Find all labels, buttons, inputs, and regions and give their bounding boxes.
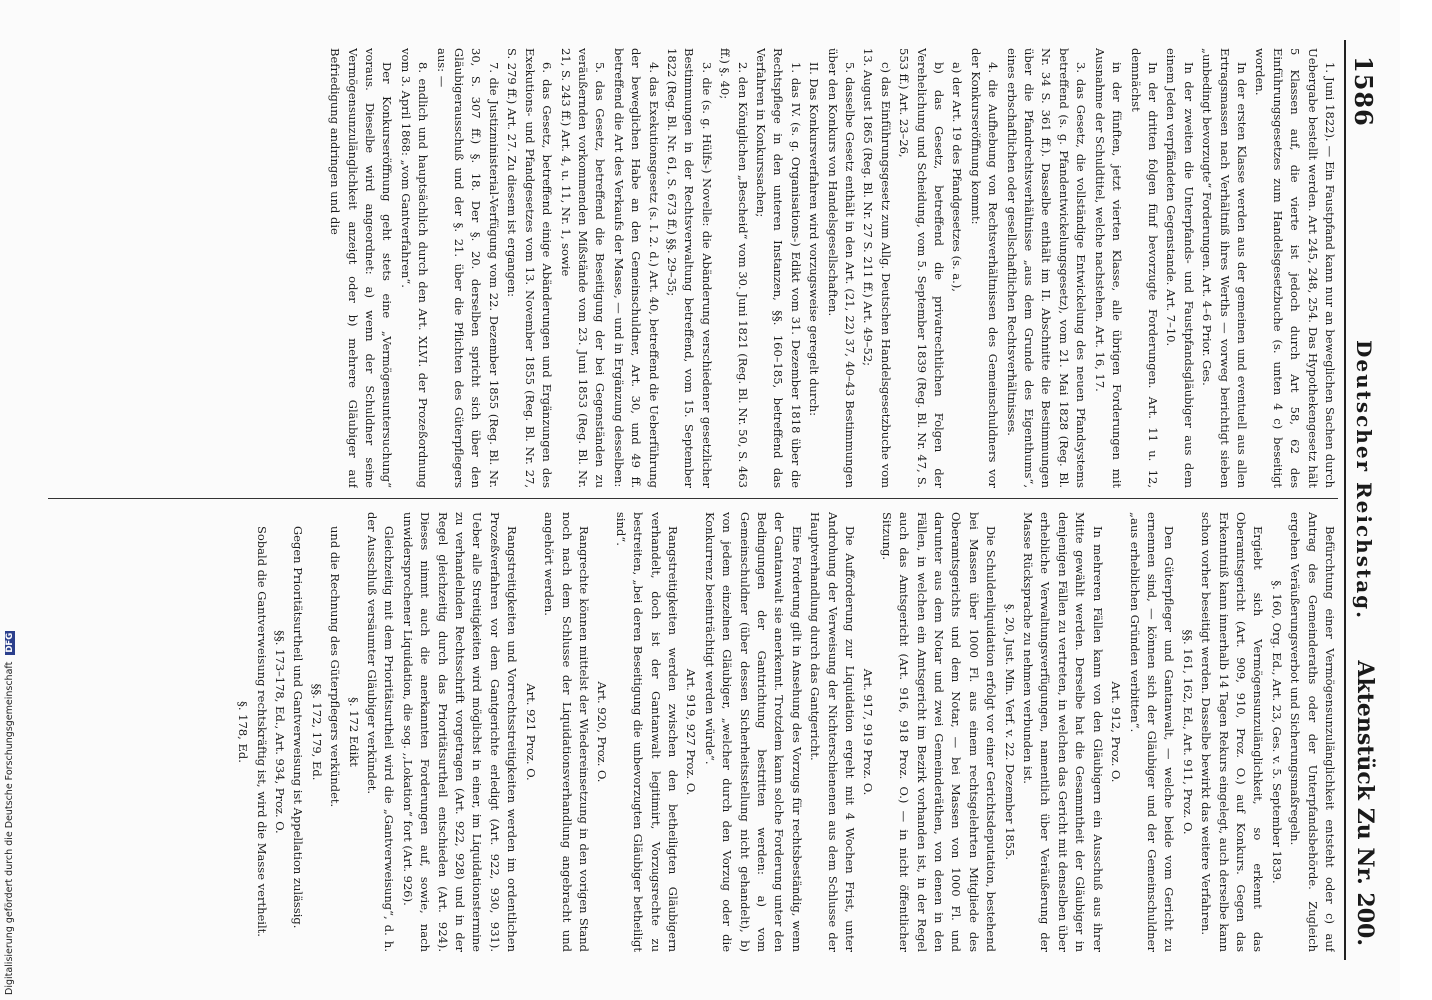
paragraph: Befürchtung einer Vermögensunzulänglichkeit entsteht oder c) auf Antrag des Gemeinderaths oder der Unterpfandsbehörde. Zugleich ergehen Veräußerungsverbot und Sicherungsmaßregeln. (1288, 512, 1337, 952)
paragraph: 8. endlich und hauptsächlich durch den Art. XLVI. der Prozeßordnung vom 3. April 1868: „vom Gantverfahren“. (398, 48, 431, 488)
paragraph: Die Aufforderung zur Liquidation ergeht mit 4 Wochen Frist, unter Androhung der Verweisung der Nichterschienenen aus dem Schlusse der Hauptverhandlung durch das Gantgericht. (808, 512, 858, 952)
paragraph: §. 160, Org. Ed., Art. 23, Ges. v. 5. September 1839. (1269, 580, 1284, 884)
paragraph: Art. 917, 919 Proz. O. (861, 668, 876, 796)
paragraph: Art. 921 Proz. O. (523, 683, 538, 781)
paragraph: Gleichzeitig mit dem Prioritätsurtheil wird die „Gantverweisung“, d. h. der Ausschluß versäumter Gläubiger verkündet. (365, 512, 397, 952)
paragraph: Eine Forderung gilt in Ansehung des Vorzugs für rechtsbeständig, wenn der Gantanwalt sie anerkennt. Trotzdem kann solche Forderung unter den Bedingungen der Gantrichtung bestritten werden: a) vom Gemeinschuldner (über dessen Sicherheitsstellung nicht gehandelt), b) von jedem einzelnen Gläubiger, „welcher durch den Vorzug oder die Konkurrenz beeinträchtigt werden würde“. (702, 512, 804, 952)
paragraph: 3. das Gesetz, die vollständige Entwickelung des neuen Pfandsystems betreffend (s. g. Pfandentwickelungsgesetz), vom 21. Mai 1828 (Reg. Bl. Nr. 34 S. 361 ff.). Dasselbe enthält im II. Abschnitte die Bestimmungen über die Pfandrechtsverhältnisse „aus dem Grunde des Eigenthums“, eines erbschaftlichen oder gesellschaftlichen Rechtsverhältnisses. (1004, 48, 1089, 488)
paragraph: 7. die Justizministerial-Verfügung vom 22. Dezember 1855 (Reg. Bl. Nr. 30, S. 307 ff.) §. 18. Der §. 20. derselben spricht sich über den Gläubigerausschuß und der §. 21. über die Pflichten des Güterpflegers aus: — (434, 48, 501, 488)
right-text-column (38, 512, 1338, 952)
paragraph: 3. die (s. g. Hülfs-) Novelle: die Abänderung verschiedener gesetzlicher Bestimmungen in der Rechtsverwaltung betreffend, vom 15. September 1822 (Reg. Bl. Nr. 61, S. 673 ff.) §§. 29–35; (664, 48, 714, 488)
paragraph: §§. 161, 162, Ed., Art. 911, Proz. O. (1180, 629, 1195, 835)
paragraph: b) das Gesetz, betreffend die privatrechtlichen Folgen der Verehelichung und Scheidung, vom 5. September 1839 (Reg. Bl. Nr. 47, S. 553 ff.) Art. 23–26, (897, 48, 947, 488)
paragraph: und die Rechnung des Güterpflegers verkündet. (328, 526, 343, 808)
paragraph: §§. 172, 179, Ed. (309, 683, 324, 781)
paragraph: Den Güterpfleger und Gantanwalt, — welche beide vom Gericht zu ernennen sind, — können sich der Gläubiger und der Gemeinschuldner „aus erheblichen Gründen verbitten“. (1127, 512, 1177, 952)
credit-text: Digitalisierung gefördert durch die Deutsche Forschungsgemeinschaft (4, 661, 15, 995)
paragraph: Art. 919, 927 Proz. O. (684, 668, 699, 796)
paragraph: a) der Art. 19 des Pfandgesetzes (s. a.), (950, 62, 965, 292)
paragraph: in der fünften, jetzt vierten Klasse, alle übrigen Forderungen mit Ausnahme der Schuldtitel, welche nachstehen. Art. 16, 17. (1092, 48, 1125, 488)
paragraph: 4. das Exekutionsgesetz (s. I. 2. d.) Art. 40, betreffend die Ueberführung der beweglichen Habe an den Gemeinschuldner, Art. 30, und 49 ff. betreffend die Art des Verkaufs der Masse, — und in Ergänzung desselben: (611, 48, 661, 488)
paragraph: 4. die Aufhebung von Rechtsverhältnissen des Gemeinschuldners vor der Konkurseröffnung kommt: (968, 48, 1001, 488)
paragraph: 1. Juni 1822). — Ein Faustpfand kann nur an beweglichen Sachen durch Uebergabe bestellt werden. Art 245, 248, 254. Das Hypothekengesetz hält 5 Klassen auf, die vierte ist jedoch durch Art 58, 62 des Einführungsgesetzes zum Handelsgesetzbuche (s. unten 4 c) beseitigt worden. (1253, 48, 1337, 488)
paragraph: In der zweiten die Unterpfands- und Faustpfandsgläubiger aus dem einem Jeden verpfändeten Gegenstande. Art. 7–10. (1164, 48, 1196, 488)
paragraph: Art. 912, Proz. O. (1109, 681, 1124, 783)
paragraph: Sobald die Gantverweisung rechtskräftig ist, wird die Masse vertheilt. (254, 526, 269, 937)
page-title: Deutscher Reichstag. (1352, 340, 1376, 621)
paragraph: §. 178, Ed. (236, 701, 251, 763)
paragraph: 5. das Gesetz, betreffend die Beseitigung der bei Gegenständen zu veräußernden vorkommenden Mißstände vom 23. Juni 1853 (Reg. Bl. Nr. 21, S. 243 ff.) Art. 4, u. 11, Nr. 1, sowie (558, 48, 608, 488)
paragraph: 5. dasselbe Gesetz enthält in den Art. (21, 22) 37, 40–43 Bestimmungen über den Konkurs von Handelsgesellschaften. (825, 48, 858, 488)
left-text-column (38, 48, 1338, 488)
paragraph: §. 20, Just. Min. Verf. v. 22. Dezember 1855. (1002, 603, 1017, 861)
paragraph: In der dritten folgen fünf bevorzugte Forderungen. Art. 11 u. 12, demnächst (1128, 48, 1160, 488)
paragraph: Rangrechte können mittelst der Wiedereinsetzung in den vorigen Stand noch nach dem Schlusse der Liquidationsverhandlung angebracht und angehört werden. (542, 512, 591, 952)
paragraph: 6. das Gesetz, betreffend einige Abänderungen und Ergänzungen des Exekutions- und Pfandgesetzes vom 13. November 1855 (Reg. Bl. Nr. 27, S. 279 ff.) Art. 27. Zu diesem ist ergangen: (505, 48, 555, 488)
paragraph: Rangstreitigkeiten werden zwischen den betheiligten Gläubigern verhandelt, doch ist der Gantanwalt legitimirt, Vorzugsrechte zu bestreiten, „bei deren Beseitigung die unbevorzugten Gläubiger betheiligt sind“. (613, 512, 680, 952)
paragraph: II. Das Konkursverfahren wird vorzugsweise geregelt durch: (807, 62, 822, 417)
paragraph: Art. 920, Proz. O. (595, 681, 610, 783)
column-divider (48, 498, 1338, 499)
paragraph: In mehreren Fällen kann von den Gläubigern ein Ausschuß aus ihrer Mitte gewählt werden. Derselbe hat die Gesammtheit der Gläubiger in denjenigen Fällen zu vertreten, in welchen das Gericht mit denselben über erhebliche Verwaltungsverfügungen, namentlich über Veräußerung der Masse Rücksprache zu nehmen verbunden ist. (1021, 512, 1105, 952)
paragraph: §§. 173–178, Ed., Art. 934, Proz. O. (273, 630, 288, 834)
paragraph: Rangstreitigkeiten und Vorrechtsstreitigkeiten werden im ordentlichen Prozeßverfahren vor dem Gantgerichte erledigt (Art. 922, 930, 931). Ueber alle Streitigkeiten wird möglichst in einer, im Liquidationstermine zu verhandelnden Rechtsschrift vorgetragen (Art. 922, 928) und in der Regel gleichzeitig durch das Prioritätsurtheil entschieden (Art. 924). Dieses nimmt auch die anerkannten Forderungen auf, sowie, nach unwidersprochener Liquidation, die sog. ,,Lokation“ fort (Art. 926). (400, 512, 520, 952)
paragraph: Der Konkurseröffnung geht stets eine „Vermögensuntersuchung“ voraus. Dieselbe wird angeordnet: a) wenn der Schuldner seine Vermögensunzulänglichkeit anzeigt oder b) mehrere Gläubiger auf Befriedigung andringen und die (328, 48, 395, 488)
dfg-logo: DFG (5, 632, 15, 653)
paragraph: 2. den Königlichen „Bescheid“ vom 30. Juni 1821 (Reg. Bl. Nr. 50, S. 463 ff.) §. 40; (718, 48, 750, 488)
paragraph: 1. das IV. (s. g. Organisations-) Edikt vom 31. Dezember 1818 über die Rechtspflege in den unteren Instanzen, §§. 160–185, betreffend das Verfahren in Konkurssachen; (754, 48, 803, 488)
paragraph: Gegen Prioritätsurtheil und Gantverweisung ist Appellation zulässig. (291, 526, 306, 929)
page-number: 1586 (1349, 56, 1378, 127)
digitization-credit (4, 605, 18, 995)
paragraph: In der ersten Klasse werden aus der gemeinen und eventuell aus allen Ertragsmassen nach Verhältniß ihres Werths — vorweg berichtigt sieben „unbedingt bevorzugte“ Forderungen. Art. 4–6 Prior. Ges. (1200, 48, 1249, 488)
paragraph: Ergiebt sich Vermögensunzulänglichkeit, so erkennt das Oberamtsgericht (Art. 909, 910, Proz. O.) auf Konkurs. Gegen das Erkenntniß kann innerhalb 14 Tagen Rekurs eingelegt, auch derselbe kann schon vorher beseitigt werden. Dasselbe bewirkt das weitere Verfahren. (1199, 512, 1266, 952)
paragraph: §. 172 Edikt (346, 697, 361, 767)
paragraph: Die Schuldenliquidation erfolgt vor einer Gerichtsdeputation, bestehend bei Massen über 1000 Fl. aus einem rechtsgelehrten Mitgliede des Oberamtsgerichts und dem Notar, — bei Massen von 1000 Fl. und darunter aus dem Notar und zwei Gemeinderäthen, von denen in den Fällen, in welchen ein Amtsgericht im Bezirk vorhanden ist, in der Regel auch das Amtsgericht (Art. 916, 918 Proz. O.) — in nicht öffentlicher Sitzung. (879, 512, 999, 952)
paragraph: c) das Einführungsgesetz zum Allg. Deutschen Handelsgesetzbuche vom 13. August 1865 (Reg. Bl. Nr. 27 S. 211 ff.) Art. 49–52; (861, 48, 893, 488)
document-number: Aktenstück Zu Nr. 200. (1352, 660, 1378, 946)
page-header (1344, 40, 1382, 960)
